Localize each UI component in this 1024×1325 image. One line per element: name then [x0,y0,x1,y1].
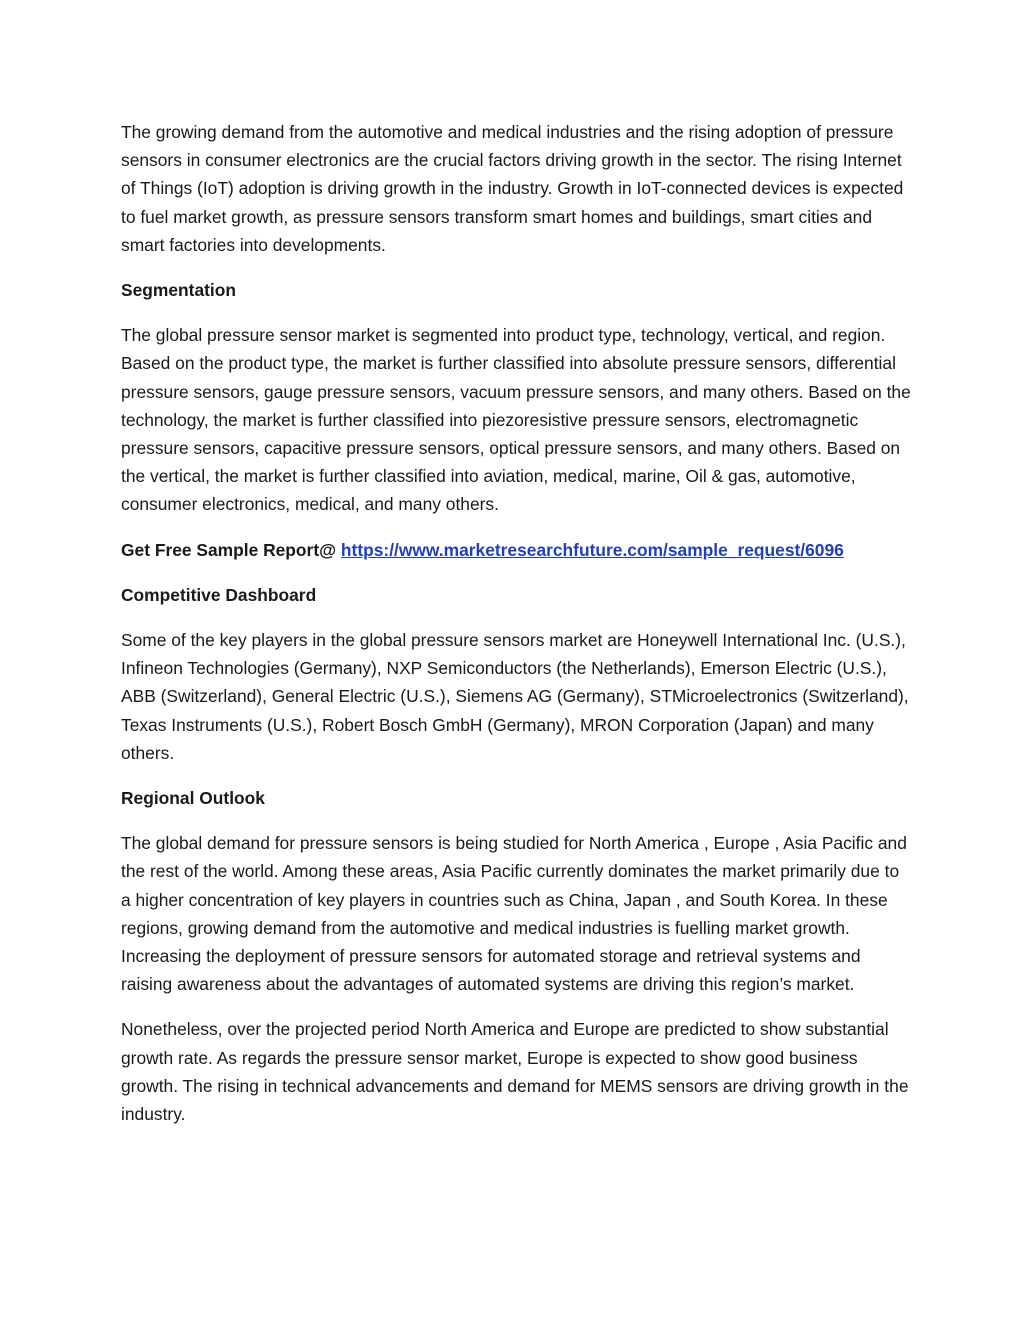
intro-paragraph: The growing demand from the automotive and medical industries and the rising adoption of pressure sensors in consumer electronics are the crucial factors driving growth in the sector. The rising Internet of Things (IoT) adoption is driving growth in the industry. Growth in IoT-connected devices is expected to fuel market growth, as pressure sensors transform smart homes and buildings, smart cities and smart factories into developments. [121,122,904,255]
competitive-heading: Competitive Dashboard [121,584,317,605]
sample-report-line [121,536,911,564]
sample-report-label: Get Free Sample Report@ [121,539,341,560]
sample-report-link[interactable]: https://www.marketresearchfuture.com/sample_request/6096 [340,539,844,560]
regional-paragraph-2: Nonetheless, over the projected period North America and Europe are predicted to show substantial growth rate. As regards the pressure sensor market, Europe is expected to show good business growth. The rising in technical advancements and demand for MEMS sensors are driving growth in the industry. [121,1019,909,1125]
document-body [121,118,911,1145]
regional-heading: Regional Outlook [121,788,265,809]
competitive-paragraph: Some of the key players in the global pressure sensors market are Honeywell International Inc. (U.S.), Infineon Technologies (Germany), NXP Semiconductors (the Netherlands), Emerson Electric (U.S.), ABB (Switzerland), General Electric (U.S.), Siemens AG (Germany), STMicroelectronics (Switzerland), Texas Instruments (U.S.), Robert Bosch GmbH (Germany), MRON Corporation (Japan) and many others. [121,630,909,763]
segmentation-heading: Segmentation [121,280,236,301]
segmentation-paragraph: The global pressure sensor market is segmented into product type, technology, vertical, and region. Based on the product type, the market is further classified into absolute pressure sensors, differential pressure sensors, gauge pressure sensors, vacuum pressure sensors, and many others. Based on the technology, the market is further classified into piezoresistive pressure sensors, electromagnetic pressure sensors, capacitive pressure sensors, optical pressure sensors, and many others. Based on the vertical, the market is further classified into aviation, medical, marine, Oil & gas, automotive, consumer electronics, medical, and many others. [121,325,911,515]
regional-paragraph-1: The global demand for pressure sensors is being studied for North America , Europe , Asia Pacific and the rest of the world. Among these areas, Asia Pacific currently dominates the market primarily due to a higher concentration of key players in countries such as China, Japan , and South Korea. In these regions, growing demand from the automotive and medical industries is fuelling market growth. Increasing the deployment of pressure sensors for automated storage and retrieval systems and raising awareness about the advantages of automated systems are driving this region’s market. [121,833,907,995]
